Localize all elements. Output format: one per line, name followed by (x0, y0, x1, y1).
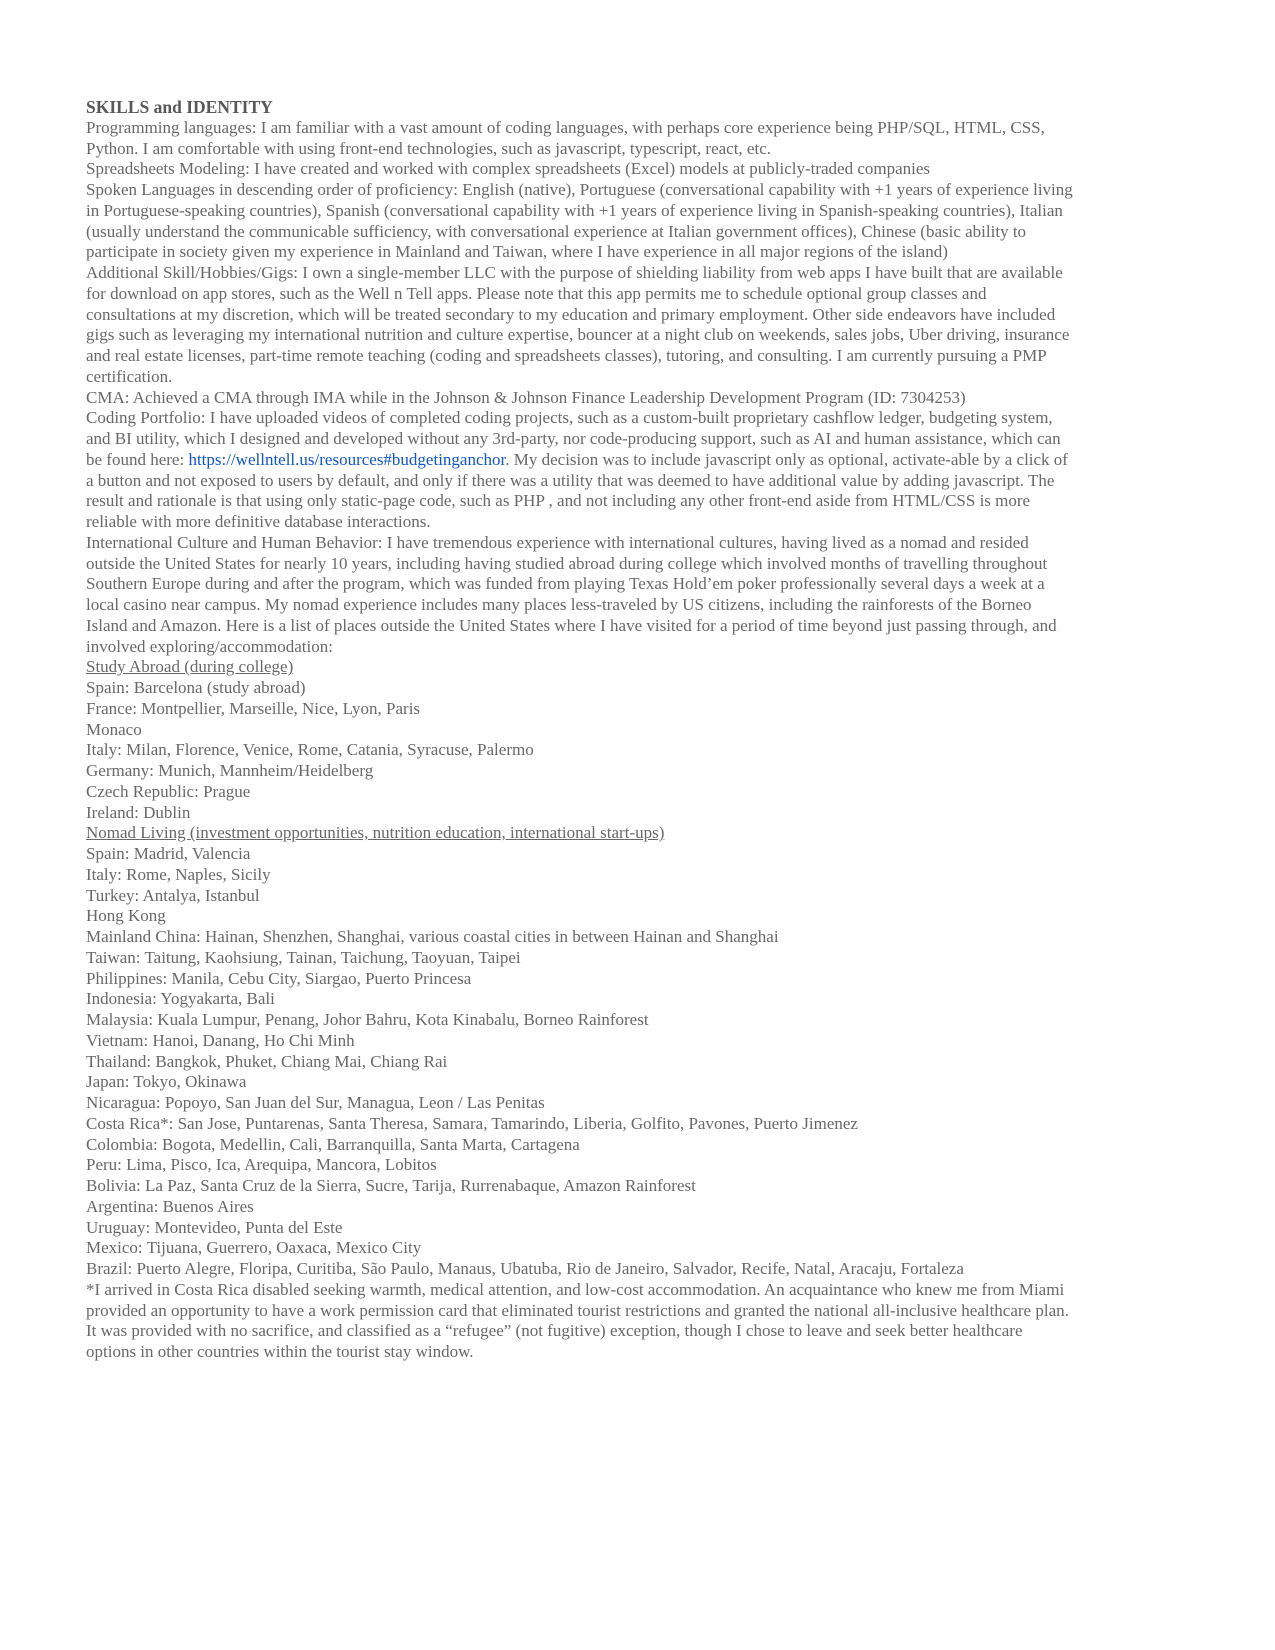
list-item-mexico: Mexico: Tijuana, Guerrero, Oaxaca, Mexico City (86, 1238, 422, 1258)
list-item-bolivia: Bolivia: La Paz, Santa Cruz de la Sierra, Sucre, Tarija, Rurrenabaque, Amazon Rainforest (86, 1176, 696, 1195)
paragraph-coding-portfolio (86, 408, 1076, 533)
list-item-spain-study-abroad: Spain: Barcelona (study abroad) (86, 678, 306, 697)
list-item-malaysia: Malaysia: Kuala Lumpur, Penang, Johor Bahru, Kota Kinabalu, Borneo Rainforest (86, 1010, 649, 1029)
list-item-turkey: Turkey: Antalya, Istanbul (86, 885, 260, 905)
page-title: SKILLS and IDENTITY (86, 97, 273, 117)
list-item-ireland: Ireland: Dublin (86, 802, 191, 822)
list-item-italy-nomad: Italy: Rome, Naples, Sicily (86, 864, 271, 884)
list-item-japan: Japan: Tokyo, Okinawa (86, 1072, 247, 1092)
heading-nomad-living: Nomad Living (investment opportunities, nutrition education, international start-ups) (86, 823, 665, 843)
paragraph-international-culture: International Culture and Human Behavior: I have tremendous experience with international cultures, having lived as a nomad and resided outside the United States for nearly 10 years, including having studied abroad during college which involved months of travelling throughout Southern Europe during and after the program, which was funded from playing Texas Hold’em poker professionally several days a week at a local casino near campus. My nomad experience includes many places less-traveled by US citizens, including the rainforests of the Borneo Island and Amazon. Here is a list of places outside the United States where I have visited for a period of time beyond just passing through, and involved exploring/accommodation: (86, 532, 1057, 656)
list-item-czech-republic: Czech Republic: Prague (86, 781, 251, 801)
budgeting-anchor-link[interactable]: https://wellntell.us/resources#budgetinganchor (188, 449, 506, 469)
paragraph-spoken-languages: Spoken Languages in descending order of proficiency: English (native), Portuguese (conversational capability with +1 years of experience living in Portuguese-speaking countries), Spanish (conversational capability with +1 years of experience living in Spanish-speaking countries), Italian (usually understand the communicable sufficiency, with conversational experience at Italian government offices), Chinese (basic ability to participate in society given my experience in Mainland and Taiwan, where I have experience in all major regions of the island) (86, 180, 1073, 262)
paragraph-costa-rica-footnote: *I arrived in Costa Rica disabled seeking warmth, medical attention, and low-cost accommodation. An acquaintance who knew me from Miami provided an opportunity to have a work permission card that eliminated tourist restrictions and granted the national all-inclusive healthcare plan. It was provided with no sacrifice, and classified as a “refugee” (not fugitive) exception, though I chose to leave and seek better healthcare options in other countries within the tourist stay window. (86, 1279, 1069, 1361)
list-item-monaco: Monaco (86, 719, 142, 739)
paragraph-additional-skills-hobbies-gigs: Additional Skill/Hobbies/Gigs: I own a single-member LLC with the purpose of shielding liability from web apps I have built that are available for download on app stores, such as the Well n Tell apps. Please note that this app permits me to schedule optional group classes and consultations at my discretion, which will be treated secondary to my education and primary employment. Other side endeavors have included gigs such as leveraging my international nutrition and culture expertise, bouncer at a night club on weekends, sales jobs, Uber driving, insurance and real estate licenses, part-time remote teaching (coding and spreadsheets classes), tutoring, and consulting. I am currently pursuing a PMP certification. (86, 263, 1070, 386)
list-item-vietnam: Vietnam: Hanoi, Danang, Ho Chi Minh (86, 1030, 355, 1050)
list-item-hong-kong: Hong Kong (86, 906, 166, 926)
list-item-spain-nomad: Spain: Madrid, Valencia (86, 844, 251, 863)
list-item-philippines: Philippines: Manila, Cebu City, Siargao, Puerto Princesa (86, 968, 472, 988)
list-item-taiwan: Taiwan: Taitung, Kaohsiung, Tainan, Taichung, Taoyuan, Taipei (86, 947, 521, 967)
list-item-colombia: Colombia: Bogota, Medellin, Cali, Barranquilla, Santa Marta, Cartagena (86, 1134, 580, 1154)
coding-portfolio-text-after-link: . My decision was to include javascript only as optional, activate-able by a click of a button and not exposed to users by default, and only if there was a utility that was deemed to have additional value by adding javascript. The result and rationale is that using only static-page code, such as PHP , and not including any other front-end aside from HTML/CSS is more reliable with more definitive database interactions. (86, 449, 1068, 531)
list-item-uruguay: Uruguay: Montevideo, Punta del Este (86, 1217, 343, 1237)
document-content (86, 97, 1076, 1363)
list-item-nicaragua: Nicaragua: Popoyo, San Juan del Sur, Managua, Leon / Las Penitas (86, 1093, 545, 1112)
paragraph-cma: CMA: Achieved a CMA through IMA while in the Johnson & Johnson Finance Leadership Development Program (ID: 7304253) (86, 387, 966, 407)
list-item-italy-study-abroad: Italy: Milan, Florence, Venice, Rome, Catania, Syracuse, Palermo (86, 740, 534, 760)
paragraph-spreadsheets-modeling: Spreadsheets Modeling: I have created and worked with complex spreadsheets (Excel) models at publicly-traded companies (86, 159, 931, 179)
list-item-thailand: Thailand: Bangkok, Phuket, Chiang Mai, Chiang Rai (86, 1051, 448, 1071)
list-item-germany: Germany: Munich, Mannheim/Heidelberg (86, 761, 374, 780)
paragraph-programming-languages: Programming languages: I am familiar with a vast amount of coding languages, with perhaps core experience being PHP/SQL, HTML, CSS, Python. I am comfortable with using front-end technologies, such as javascript, typescript, react, etc. (86, 117, 1045, 158)
list-item-france: France: Montpellier, Marseille, Nice, Lyon, Paris (86, 698, 421, 718)
list-item-indonesia: Indonesia: Yogyakarta, Bali (86, 989, 275, 1009)
list-item-mainland-china: Mainland China: Hainan, Shenzhen, Shanghai, various coastal cities in between Hainan and Shanghai (86, 927, 779, 946)
list-item-brazil: Brazil: Puerto Alegre, Floripa, Curitiba, São Paulo, Manaus, Ubatuba, Rio de Janeiro, Salvador, Recife, Natal, Aracaju, Fortaleza (86, 1259, 964, 1278)
coding-portfolio-text-before-link: Coding Portfolio: I have uploaded videos of completed coding projects, such as a custom-built proprietary cashflow ledger, budgeting system, and BI utility, which I designed and developed without any 3rd-party, nor code-producing support, such as AI and human assistance, which can be found here: (86, 408, 1061, 469)
list-item-argentina: Argentina: Buenos Aires (86, 1196, 254, 1216)
heading-study-abroad: Study Abroad (during college) (86, 657, 294, 677)
list-item-costa-rica: Costa Rica*: San Jose, Puntarenas, Santa Theresa, Samara, Tamarindo, Liberia, Golfito, Pavones, Puerto Jimenez (86, 1113, 858, 1133)
list-item-peru: Peru: Lima, Pisco, Ica, Arequipa, Mancora, Lobitos (86, 1155, 437, 1175)
